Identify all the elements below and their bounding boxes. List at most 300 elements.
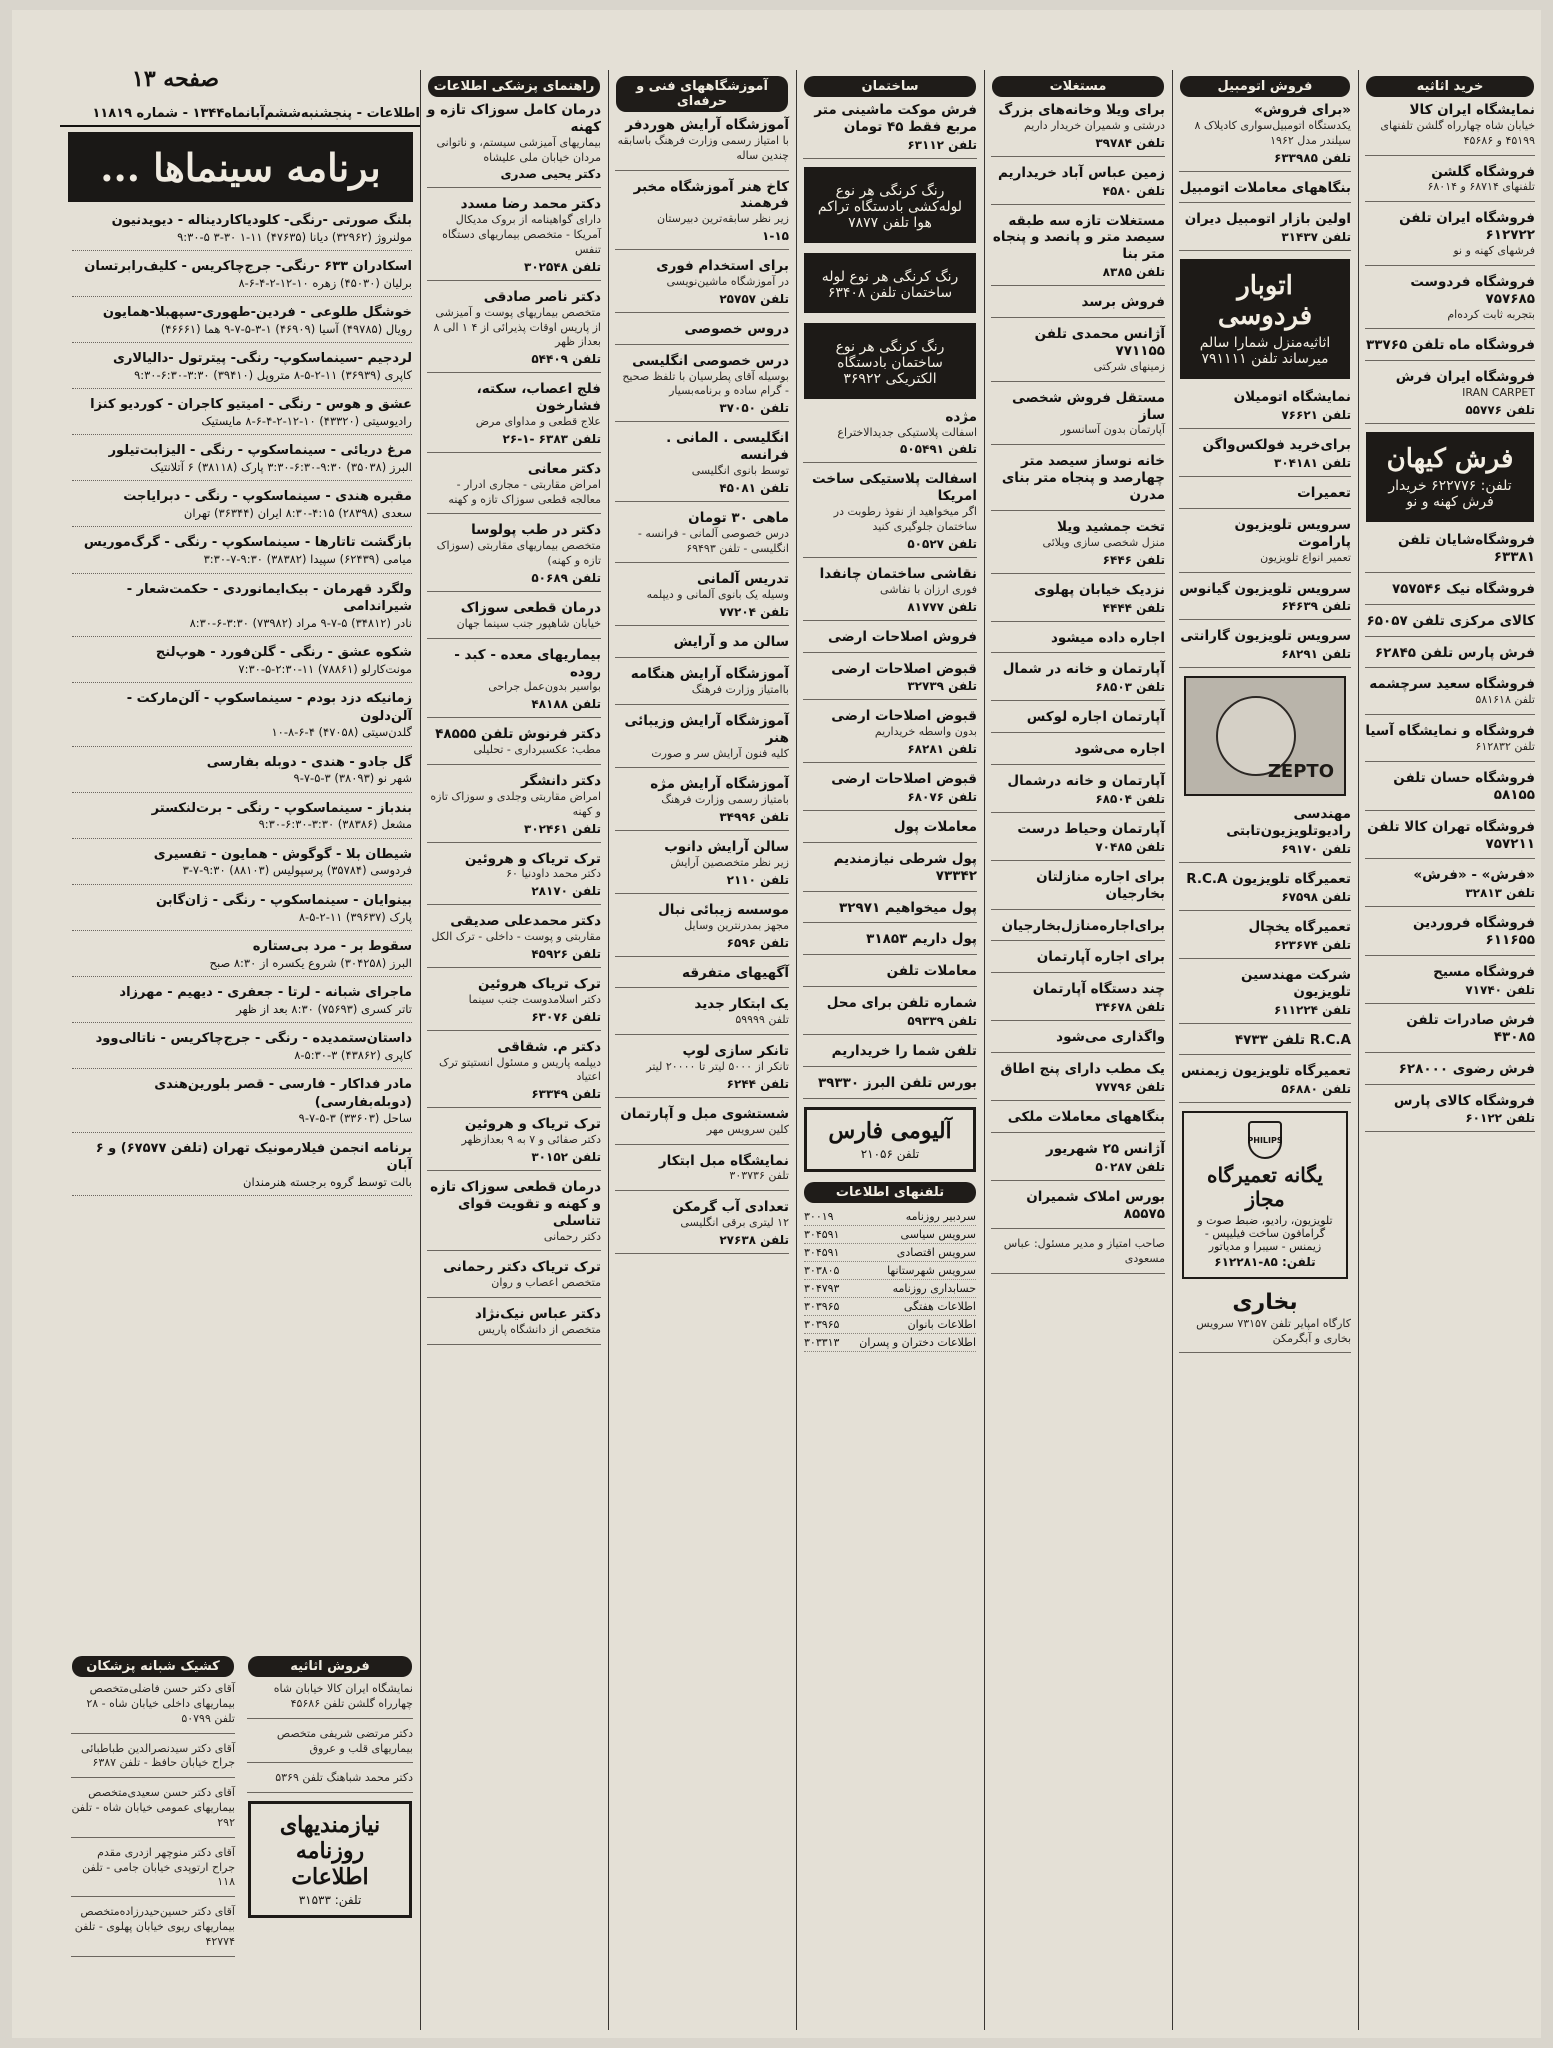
zepto-label: ZEPTO <box>1267 761 1334 783</box>
classified-ad <box>991 1061 1165 1101</box>
ad-body: اسفالت پلاستیکی جدیدالاختراع <box>837 425 977 439</box>
ad-title: فروشگاه گلشن <box>1431 163 1535 180</box>
plumbing-ad-box <box>804 167 976 243</box>
ad-title: درمان کامل سوزاک تازه و کهنه <box>426 102 601 135</box>
ad-phone: تلفن ۶۱۱۲۲۴ <box>1274 1002 1351 1017</box>
classified-ad <box>991 918 1165 942</box>
classified-ad <box>803 851 977 892</box>
ad-title: برای‌خرید فولکس‌واگن <box>1202 437 1351 454</box>
film-title: بازگشت تاتارها - سینماسکوپ - رنگی - گرگ‌موریس <box>83 535 412 551</box>
ad-phone: تلفن ۳۰۱۵۲ <box>531 1150 601 1164</box>
ad-title: فلج اعصاب، سکته، فشارخون <box>476 381 601 415</box>
ad-body: یکدستگاه اتومبیل‌سواری کادیلاک ۸ سیلندر مدل ۱۹۶۲ <box>1194 118 1351 147</box>
classified-ad <box>1179 806 1351 863</box>
phone-row-label: سردبیر روزنامه <box>905 1209 976 1223</box>
classifieds-phone-box <box>248 1801 412 1918</box>
philips-title: یگانه تعمیرگاه مجاز <box>1207 1163 1323 1212</box>
philips-logo-icon: PHILIPS <box>1248 1121 1282 1159</box>
classified-ad <box>991 294 1165 318</box>
showtimes: سعدی (۲۸۳۹۸) ۴:۱۵-۸:۳۰ ایران (۳۶۳۴۴) تهران <box>183 505 412 520</box>
ad-title: تدریس آلمانی <box>696 571 789 588</box>
ad-title: پول میخواهیم ۳۲۹۷۱ <box>839 899 977 916</box>
ad-phone: تلفن ۷۶۶۲۱ <box>1281 408 1351 423</box>
classified-ad <box>1179 919 1351 959</box>
film-title: مرغ دریائی - سینماسکوپ - رنگی - الیزابت‌تیلور <box>108 443 412 459</box>
ad-body: کلیه فنون آرایش سر و صورت <box>651 746 789 760</box>
film-title: زمانیکه دزد بودم - سینماسکوپ - آلن‌مارکت - آلن‌دلون <box>126 691 412 724</box>
ad-title: آموزشگاه آرایش وزیبائی هنر <box>624 712 789 746</box>
phone-table <box>804 1208 976 1352</box>
phone-row <box>804 1244 976 1262</box>
ad-title: فروش برسد <box>1081 294 1165 311</box>
ad-phone: تلفن ۶۸۵۰۳ <box>1095 680 1165 695</box>
phone-row-number: ۳۰۳۸۰۵ <box>804 1263 840 1277</box>
ad-title: مستقل فروش شخصی ساز <box>1012 389 1165 423</box>
classified-ad <box>615 117 789 171</box>
ad-title: قبوض اصلاحات ارضی <box>831 771 977 788</box>
moving-company-title: اتوبار فردوسی <box>1217 271 1313 332</box>
ad-phone: تلفن ۴۸۱۸۸ <box>531 697 601 712</box>
showtimes: تاتر کسری (۷۵۶۹۳) ۸:۳۰ بعد از ظهر <box>236 1001 412 1016</box>
ad-title: فروشگاه فردوست ۷۵۷۶۸۵ <box>1410 273 1535 307</box>
pipe-ad-box <box>804 253 976 313</box>
ad-title: آژانس محمدی تلفن ۷۷۱۱۵۵ <box>1034 326 1165 359</box>
ad-title: آپارتمان و خانه در شمال <box>1002 661 1165 678</box>
ad-title: درمان قطعی سوزاک تازه و کهنه و تقویت قوای تناسلی <box>430 1179 601 1229</box>
ad-body: زیر نظر سابقه‌ترین دبیرستان <box>656 212 789 226</box>
ad-body: مقاربتی و پوست - داخلی - ترک الکل <box>431 930 601 944</box>
doctor-entry: آقای دکتر حسین‌حیدرزاده‌متخصص بیماریهای ریوی خیابان پهلوی - تلفن ۴۲۷۷۴ <box>71 1905 235 1957</box>
ad-phone: تلفن ۶۲۴۴ <box>726 1076 789 1091</box>
showtimes: رویال (۴۹۷۸۵) آسیا (۴۶۹۰۹) ۱-۳-۵-۷-۹ هما (۴۶۶۶۱) <box>160 321 412 336</box>
ad-phone: تلفن ۲۸۱۷۰ <box>531 884 601 899</box>
ad-body: با امتیاز رسمی وزارت فرهنگ باسابقه چندین ساله <box>617 133 789 162</box>
classified-ad <box>991 1189 1165 1230</box>
ad-title: ترک تریاک دکتر رحمانی <box>443 1259 601 1276</box>
ad-title: معاملات پول <box>893 818 977 835</box>
classified-ad <box>991 1141 1165 1181</box>
zepto-watch-ad <box>1184 676 1346 796</box>
ad-title: فروشگاه فروردین ۶۱۱۶۵۵ <box>1412 915 1535 949</box>
ad-body: بواسیر بدون‌عمل جراحی <box>488 680 601 694</box>
ad-title: تخت جمشید ویلا <box>1056 518 1165 535</box>
ad-title: فروشگاه نیک ۷۵۷۵۴۶ <box>1391 580 1535 597</box>
ad-title: تعدادی آب گرمکن <box>672 1199 789 1216</box>
doctor-entry: آقای دکتر حسن فاضلی‌متخصص بیماریهای داخلی خیابان شاه - ۲۸ تلفن ۵۰۷۹۹ <box>71 1682 235 1734</box>
section-title: خرید اثاثیه <box>1366 76 1534 97</box>
column-divider <box>420 70 421 2030</box>
ad-title: فروشگاه مسیح <box>1433 964 1535 980</box>
phone-row-label: اطلاعات دختران و پسران <box>859 1335 976 1349</box>
cinema-listing <box>72 212 412 251</box>
classified-ad <box>1179 102 1351 172</box>
cinema-listing <box>72 984 412 1023</box>
classified-ad <box>1365 164 1535 203</box>
ad-title: چند دستگاه آپارتمان <box>1032 981 1165 998</box>
ad-title: اجاره داده میشود <box>1050 629 1165 646</box>
section-title: تلفنهای اطلاعات <box>804 1182 976 1203</box>
ad-title: «برای فروش» <box>1254 102 1351 118</box>
classified-ad <box>1365 770 1535 811</box>
ad-title: سالن آرایش دانوب <box>664 839 789 856</box>
ad-title: فروشگاه سعید سرچشمه <box>1369 676 1535 693</box>
ad-title: پول داریم ۳۱۸۵۳ <box>866 931 977 948</box>
keyhan-carpet-ad <box>1366 432 1534 522</box>
cinema-column <box>68 212 416 1630</box>
cinema-listing <box>72 396 412 435</box>
doctors-on-call-column <box>68 1650 238 2030</box>
ad-body: تانکر از ۵۰۰۰ لیتر تا ۲۰۰۰۰ لیتر <box>646 1060 789 1073</box>
ad-phone: تلفن ۳۱۴۳۷ <box>1281 230 1351 245</box>
ad-phone: دکتر یحیی صدری <box>500 167 601 182</box>
classified-ad <box>427 1116 601 1171</box>
showtimes: کاپری (۴۳۸۶۲) ۳-۵:۳۰-۸ <box>294 1047 412 1062</box>
ad-title: دروس خصوصی <box>684 320 789 337</box>
classified-ad <box>1179 628 1351 668</box>
ad-title: بنگاههای معاملات ملکی <box>1007 1108 1165 1125</box>
classified-ad <box>1179 967 1351 1024</box>
classified-ad <box>615 1106 789 1145</box>
classified-ad <box>1365 210 1535 266</box>
ad-body: مطب: عکسبرداری - تحلیلی <box>473 743 601 757</box>
showtimes: ساحل (۳۳۶۰۳) ۳-۵-۷-۹ <box>298 1111 412 1126</box>
phone-row-label: حسابداری روزنامه <box>892 1281 976 1295</box>
classified-ad <box>1179 485 1351 509</box>
classified-ad <box>615 571 789 626</box>
phone-row-label: سرویس شهرستانها <box>887 1263 976 1277</box>
ad-phone: تلفن ۳۰۲۴۶۱ <box>524 821 601 836</box>
ad-body: درشتی و شمیران خریدار داریم <box>1023 118 1165 132</box>
classified-ad <box>427 381 601 453</box>
doctor-entry: آقای دکتر منوچهر ازدری مقدم جراح ارتوپدی خیابان جامی - تلفن ۱۱۸ <box>71 1846 235 1898</box>
classified-ad <box>615 839 789 894</box>
classified-ad <box>803 931 977 955</box>
section-title: فروش اتومبیل <box>1180 76 1350 97</box>
classified-ad <box>991 630 1165 654</box>
cinema-listing <box>72 938 412 977</box>
film-title: برنامه انجمن فیلارمونیک تهران (تلفن ۶۷۵۷۷) و ۶ آبان <box>95 1140 412 1174</box>
ad-phone: تلفن ۸۱۷۷۷ <box>907 599 977 614</box>
classified-ad <box>991 1109 1165 1133</box>
ad-title: آگهیهای متفرقه <box>682 964 789 981</box>
ad-title: سرویس تلویزیون پاراموت <box>1234 516 1351 550</box>
ad-phone: تلفن ۶۷۵۹۸ <box>1281 889 1351 904</box>
classified-ad <box>991 582 1165 622</box>
ad-title: درس خصوصی انگلیسی <box>632 352 789 369</box>
ad-phone: تلفن ۵۵۷۷۶ <box>1465 403 1535 418</box>
ad-phone: تلفن ۵۶۸۸۰ <box>1281 1082 1351 1097</box>
classified-ad <box>427 289 601 373</box>
classified-ad <box>615 713 789 769</box>
classified-ad <box>991 1029 1165 1053</box>
ad-phone: تلفن ۶۲۳۶۷۴ <box>1274 937 1351 952</box>
ad-phone: تلفن ۳۹۷۸۴ <box>1095 135 1165 150</box>
ad-title: فروشگاه و نمایشگاه آسیا <box>1365 723 1535 740</box>
ad-phone: تلفن ۶۴۶۳۹ <box>1281 599 1351 614</box>
ad-title: نزدیک خیابان پهلوی <box>1034 581 1165 598</box>
classified-ad <box>991 741 1165 765</box>
doctor-entry: آقای دکتر سیدنصرالدین طباطبائی جراح خیابان حافظ - تلفن ۶۳۸۷ <box>71 1742 235 1779</box>
ad-phone: تلفن ۳۰۲۵۴۸ <box>524 259 601 274</box>
phone-row <box>804 1280 976 1298</box>
classified-ad <box>427 1306 601 1345</box>
ad-phone: تلفن ۴۵۰۸۱ <box>719 480 789 495</box>
ad-title: برای استخدام فوری <box>656 258 789 275</box>
electric-ad-text: رنگ کرنگی هر نوع ساختمان بادستگاه الکتریکی ۳۶۹۲۲ <box>835 338 945 387</box>
ad-title: تعمیرگاه تلویزیون زیمنس <box>1181 1063 1351 1080</box>
classified-ad <box>1179 1063 1351 1103</box>
cinema-listing <box>72 690 412 747</box>
housing-column <box>988 70 1168 2030</box>
classified-ad <box>991 519 1165 574</box>
section-title: کشیک شبانه پزشکان <box>72 1656 234 1677</box>
classified-ad <box>803 819 977 843</box>
ad-title: سالن مد و آرایش <box>673 634 789 651</box>
classified-ad <box>1179 581 1351 621</box>
cinema-listing <box>72 581 412 638</box>
building-column <box>800 70 980 2030</box>
heater-title: بخاری <box>1232 1290 1298 1316</box>
showtimes: مولنروژ (۳۲۹۶۲) دیانا (۴۷۶۳۵) ۱۱-۱ ۳۰-۳ ۵-۹:۳۰ <box>177 229 412 244</box>
philips-phone: تلفن: ۸۵-۶۱۲۲۸۱ <box>1214 1255 1316 1270</box>
section-title: ساختمان <box>804 76 976 97</box>
ad-title: شرکت مهندسین تلویزیون <box>1240 966 1351 1000</box>
ad-phone: تلفن ۳۴۶۷۸ <box>1095 1000 1165 1015</box>
aluminum-ad-title: آلیومی فارس <box>828 1117 952 1144</box>
ad-phone: تلفن ۵۴۴۰۹ <box>531 352 601 367</box>
section-title: راهنمای پزشکی اطلاعات <box>428 76 600 97</box>
ad-phone: تلفن ۷۱۷۴۰ <box>1465 982 1535 997</box>
issue-line: اطلاعات - پنجشنبه‌ششم‌آبانماه۱۳۴۴ - شماره ۱۱۸۱۹ <box>60 106 420 127</box>
ad-body: فوری ارزان با نفاشی <box>880 582 977 596</box>
ad-title: اجاره می‌شود <box>1074 741 1165 758</box>
ad-phone: تلفن ۳۴۹۹۶ <box>719 810 789 825</box>
ad-phone: تلفن ۴۵۸۰ <box>1102 183 1165 198</box>
classified-ad <box>615 258 789 313</box>
classified-ad <box>427 196 601 280</box>
classified-ad <box>1179 1032 1351 1056</box>
ad-body: بوسیله آقای پطرسیان با تلفظ صحیح - گرام ساده و برنامه‌بسیار <box>622 369 789 398</box>
furniture-sale-small-column <box>244 1650 416 2030</box>
classified-ad <box>615 353 789 423</box>
classified-ad <box>1179 389 1351 429</box>
classified-ad <box>991 213 1165 287</box>
ad-title: مستغلات تازه سه طبقه سیصد متر و پانصد و پنجاه متر بنا <box>992 212 1165 263</box>
classified-ad <box>1365 964 1535 1004</box>
furniture-entry: دکتر مرتضی شریفی متخصص بیماریهای قلب و عروق <box>247 1727 413 1764</box>
showtimes: رادیوسیتی (۴۳۳۲۰) ۱۰-۱۲-۲-۴-۶-۸ مایستیک <box>201 413 412 428</box>
heater-sub: کارگاه امپایر تلفن ۷۳۱۵۷ سرویس بخاری و آبگرمکن <box>1196 1316 1351 1345</box>
cinema-listing <box>72 350 412 389</box>
ad-body: دکتر صفائی و ۷ به ۹ بعدازظهر <box>461 1133 601 1147</box>
classified-ad <box>1365 102 1535 156</box>
showtimes: البرز (۳۵۰۳۸) ۹:۳۰-۶:۳۰-۳:۳۰ پارک (۳۸۱۱۸) ۶ آتلانتیک <box>150 459 412 474</box>
ad-body: امراض مقاربتی - مجاری ادرار - معالجه قطعی سوزاک تازه و کهنه <box>448 477 601 506</box>
ad-phone: تلفن ۴۵۹۲۶ <box>531 947 601 961</box>
classified-ad <box>615 179 789 251</box>
film-title: ماجرای شبانه - لرتا - جعفری - دیهیم - مهرزاد <box>119 985 412 1001</box>
ad-body: بامتیاز رسمی وزارت فرهنگ <box>661 793 789 807</box>
ad-title: پول شرطی نیازمندیم ۷۳۳۴۲ <box>833 850 977 884</box>
ad-title: درمان قطعی سوزاک <box>460 599 601 616</box>
ad-phone: تلفن ۸۳۸۵ <box>1102 265 1165 280</box>
ad-body: متخصص از دانشگاه پاریس <box>477 1323 601 1337</box>
classified-ad <box>803 900 977 924</box>
ad-title: فروش اصلاحات ارضی <box>827 628 977 645</box>
moving-company-ad <box>1180 259 1350 379</box>
classified-ad <box>803 409 977 464</box>
classified-ad <box>1365 867 1535 907</box>
ad-title: کالای مرکزی تلفن ۶۵۰۵۷ <box>1366 612 1535 629</box>
ad-title: آژانس ۲۵ شهریور <box>1046 1140 1165 1157</box>
showtimes: میامی (۶۲۴۳۹) سپیدا (۳۸۳۸۲) ۹:۳۰-۷-۳:۳۰ <box>203 551 412 566</box>
film-title: لردجیم -سینماسکوپ- رنگی- پیترتول -دالیالاری <box>113 351 412 367</box>
ad-phone: تلفن ۵۰۵۴۹۱ <box>900 442 977 457</box>
classified-ad <box>1179 437 1351 477</box>
classified-ad <box>427 773 601 843</box>
film-title: شکوه عشق - رنگی - گلن‌فورد - هوپ‌لنج <box>155 645 412 661</box>
classified-ad <box>803 708 977 763</box>
ad-title: فرش صادرات تلفن ۴۳۰۸۵ <box>1406 1011 1535 1045</box>
phone-row-number: ۳۰۳۳۱۳ <box>804 1335 840 1349</box>
column-divider <box>796 70 797 2030</box>
classified-ad <box>615 776 789 831</box>
ad-body: اگر میخواهید از نفوذ رطوبت در ساختمان جلوگیری کنید <box>833 505 977 534</box>
classified-ad <box>427 726 601 765</box>
classified-ad <box>615 510 789 564</box>
ad-title: موسسه زیبائی نبال <box>658 901 789 918</box>
ad-title: انگلیسی . المانی . فرانسه <box>666 430 789 464</box>
pipe-ad-text: رنگ کرنگی هر نوع لوله ساختمان تلفن ۶۳۴۰۸ <box>821 268 959 301</box>
section-title: مستغلات <box>992 76 1164 97</box>
ad-phone: تلفن ۵۰۵۲۷ <box>907 536 977 551</box>
classified-ad <box>991 821 1165 861</box>
ad-phone: تلفن ۶۸۲۸۱ <box>907 742 977 757</box>
furniture-column <box>1362 70 1538 2030</box>
ad-phone: تلفن ۳۲۷۳۹ <box>907 679 977 694</box>
doctor-entry: آقای دکتر حسن سعیدی‌متخصص بیماریهای عمومی خیابان شاه - تلفن ۲۹۲ <box>71 1786 235 1838</box>
ad-phone: تلفن ۲۵۷۵۷ <box>719 291 789 306</box>
classified-ad <box>803 566 977 621</box>
ad-title: تلفن شما را خریداریم <box>831 1043 977 1060</box>
ad-body: دارای گواهینامه از بروک مدیکال آمریکا - متخصص بیماریهای دستگاه تنفس <box>442 213 601 256</box>
ad-phone: تلفن ۳۲۸۱۳ <box>1465 886 1535 901</box>
ad-body: متخصص بیماریهای پوست و آمیزشی از پاریس اوقات پذیرائی از ۴ ۱ الی ۸ بعداز ظهر <box>433 305 601 349</box>
ad-body: امراض مقاربتی وجلدی و سوزاک تازه و کهنه <box>430 789 601 818</box>
ad-phone: تلفن ۳۷۰۵۰ <box>719 401 789 416</box>
classified-ad <box>1365 581 1535 605</box>
phone-row-label: سرویس سیاسی <box>900 1227 976 1241</box>
ad-phone: تلفن ۶۸۰۷۶ <box>907 789 977 804</box>
cinema-listing <box>72 304 412 343</box>
film-title: مادر فداکار - فارسی - قصر بلورین‌هندی (دوبله‌بفارسی) <box>154 1077 412 1110</box>
ad-phone: تلفن ۷۰۴۸۵ <box>1095 839 1165 854</box>
ad-title: برای اجاره منازلتان بخارجیان <box>1036 868 1165 902</box>
ad-phone: تلفن ۷۷۷۹۶ <box>1095 1079 1165 1094</box>
ad-body: ۱۲ لیتری برقی انگلیسی <box>680 1216 789 1230</box>
classified-ad <box>803 471 977 557</box>
ad-title: یک مطب دارای پنج اطاق <box>1000 1061 1165 1077</box>
ad-title: سرویس تلویزیون گارانتی <box>1180 628 1351 645</box>
ad-title: دکتر م. شقاقی <box>497 1038 601 1055</box>
ad-title: واگذاری می‌شود <box>1056 1029 1165 1046</box>
ad-phone: تلفن ۲۷۶۳۸ <box>719 1233 789 1247</box>
classified-ad <box>991 773 1165 813</box>
classified-ad <box>1179 211 1351 251</box>
cinema-listing <box>72 846 412 885</box>
ad-body: باامتیاز وزارت فرهنگ <box>691 682 789 696</box>
classified-ad <box>1365 645 1535 669</box>
showtimes: کاپری (۳۶۹۳۹) ۱۱-۲-۵-۸ متروپل (۳۹۴۱۰) ۳:۳۰-۶:۳۰-۹:۳۰ <box>134 367 412 382</box>
classified-ad <box>991 869 1165 910</box>
classified-ad <box>991 981 1165 1021</box>
ad-body: تلفن ۵۸۱۶۱۸ <box>1475 693 1535 707</box>
ad-title: ترک تریاک هروئین <box>478 976 601 992</box>
plumbing-ad-text: رنگ کرنگی هر نوع لوله‌کشی بادستگاه تراکم هوا تلفن ۷۸۷۷ <box>817 182 963 231</box>
phone-row-number: ۳۰۴۵۹۱ <box>804 1227 840 1241</box>
classified-ad <box>803 629 977 653</box>
ad-body: مجهز بمدرنترین وسایل <box>684 918 789 932</box>
ad-phone: تلفن ۵۰۲۸۷ <box>1095 1159 1165 1174</box>
ad-title: شستشوی مبل و آپارتمان <box>620 1105 789 1122</box>
phone-row <box>804 1226 976 1244</box>
ad-title: دکتر در طب پولوسا <box>471 522 601 539</box>
film-title: گل جادو - هندی - دوبله بفارسی <box>206 754 412 770</box>
ad-phone: تلفن ۶۳۸۳ -۱-۲۶ <box>502 431 601 446</box>
ad-title: آموزشگاه آرایش هنگامه <box>630 666 789 683</box>
ad-body: منزل شخصی سازی ویلائی <box>1042 535 1165 549</box>
ad-phone: تلفن ۶۳۳۹۸۵ <box>1274 150 1351 165</box>
classified-ad <box>1365 274 1535 330</box>
ad-title: دکتر محمد رضا مسدد <box>460 196 601 213</box>
classified-ad <box>991 949 1165 973</box>
classified-ad <box>803 1075 977 1099</box>
classified-ad <box>803 771 977 811</box>
ad-phone: تلفن ۶۳۰۷۶ <box>531 1009 601 1024</box>
film-title: خوشگل طلوعی - فردین-طهوری-سپهبلا-همایون <box>102 305 412 321</box>
classified-ad <box>427 600 601 639</box>
classified-ad <box>427 913 601 968</box>
cinema-listing <box>72 1140 412 1197</box>
ad-title: فرش رضوی ۶۲۸۰۰۰ <box>1398 1060 1535 1077</box>
masthead-footer-text: صاحب امتیاز و مدیر مسئول: عباس مسعودی <box>1003 1237 1165 1266</box>
ad-body: دکتر محمد داودنیا ۶۰ <box>506 867 601 881</box>
phone-row-label: اطلاعات هفتگی <box>903 1299 976 1313</box>
ad-phone: تلفن ۶۳۳۴۹ <box>531 1087 601 1102</box>
ad-body: تلفن ۵۹۹۹۹ <box>735 1013 789 1027</box>
classified-ad <box>991 661 1165 701</box>
classified-ad <box>1365 532 1535 573</box>
ad-body: علاج قطعی و مداوای مرض <box>475 415 601 428</box>
ad-body: تلفن ۶۱۲۸۳۲ <box>1475 740 1535 754</box>
classified-ad <box>1365 1061 1535 1085</box>
phone-row-number: ۳۰۳۹۶۵ <box>804 1317 840 1331</box>
classified-ad <box>615 965 789 989</box>
classified-ad <box>1365 1093 1535 1133</box>
ad-title: فروشگاه حسان تلفن ۵۸۱۵۵ <box>1393 769 1535 803</box>
classified-ad <box>991 326 1165 382</box>
classified-ad <box>1179 517 1351 573</box>
ad-body: در آموزشگاه ماشین‌نویسی <box>666 275 789 289</box>
classified-ad <box>615 902 789 957</box>
ad-phone: تلفن ۴۴۴۴ <box>1102 600 1165 615</box>
ad-title: تانکر سازی لوپ <box>682 1043 789 1060</box>
ad-title: قبوض اصلاحات ارضی <box>831 660 977 677</box>
phone-row-label: سرویس اقتصادی <box>896 1245 976 1259</box>
ad-title: آموزشگاه آرایش مژه <box>650 776 789 793</box>
ad-title: اسفالت پلاستیکی ساخت امریکا <box>812 471 977 505</box>
classified-ad <box>615 430 789 502</box>
